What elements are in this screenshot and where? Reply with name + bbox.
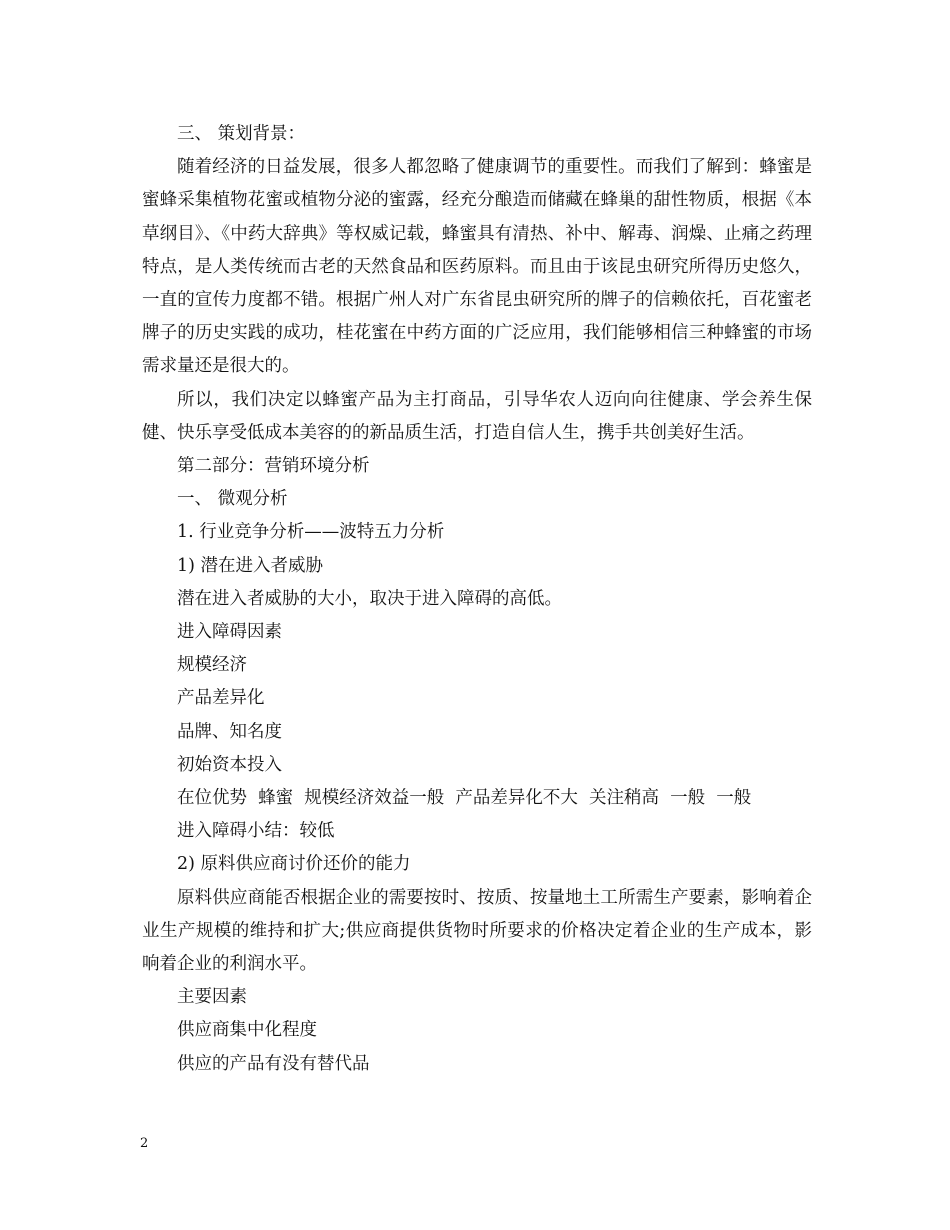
- paragraph-supplier-bargaining: 原料供应商能否根据企业的需要按时、按质、按量地土工所需生产要素，影响着企业生产规模的维持和扩大;供应商提供货物时所要求的价格决定着企业的生产成本，影响着企业的利润水平。: [142, 887, 812, 975]
- list-item: 进入障碍小结：较低: [177, 821, 335, 842]
- subsection-heading-industry-competition: 1. 行业竞争分析——波特五力分析: [177, 522, 445, 543]
- item-heading-potential-entrants: 1) 潜在进入者威胁: [177, 555, 324, 576]
- page-number: 2: [140, 1136, 149, 1151]
- paragraph-entrant-threat: 潜在进入者威胁的大小，取决于进入障碍的高低。: [177, 588, 562, 609]
- section-heading-planning-background: 三、 策划背景：: [177, 124, 306, 144]
- list-item: 供应的产品有没有替代品: [177, 1053, 370, 1074]
- list-item: 进入障碍因素: [177, 622, 282, 643]
- paragraph-background: 随着经济的日益发展，很多人都忽略了健康调节的重要性。而我们了解到：蜂蜜是蜜蜂采集植物花蜜或植物分泌的蜜露，经充分酿造而储藏在蜂巢的甜性物质，根据《本草纲目》、《中药大辞典》等权威记载，蜂蜜具有清热、补中、解毒、润燥、止痛之药理特点，是人类传统而古老的天然食品和医药原料。而且由于该昆虫研究所得历史悠久，一直的宣传力度都不错。根据广州人对广东省昆虫研究所的牌子的信赖依托，百花蜜老牌子的历史实践的成功，桂花蜜在中药方面的广泛应用，我们能够相信三种蜂蜜的市场需求量还是很大的。: [142, 157, 812, 377]
- list-item: 初始资本投入: [177, 754, 282, 775]
- list-item: 供应商集中化程度: [177, 1020, 317, 1041]
- paragraph-decision: 所以，我们决定以蜂蜜产品为主打商品，引导华农人迈向向往健康、学会养生保健、快乐享受低成本美容的的新品质生活，打造自信人生，携手共创美好生活。: [142, 389, 812, 443]
- list-item: 品牌、知名度: [177, 721, 282, 742]
- part-heading-marketing-environment: 第二部分：营销环境分析: [177, 456, 370, 477]
- item-heading-supplier-bargaining: 2) 原料供应商讨价还价的能力: [177, 854, 411, 875]
- document-body: [142, 118, 812, 1081]
- list-item: 规模经济: [177, 655, 247, 676]
- list-item: 在位优势 蜂蜜 规模经济效益一般 产品差异化不大 关注稍高 一般 一般: [177, 788, 752, 809]
- list-item: 产品差异化: [177, 688, 265, 709]
- list-item: 主要因素: [177, 987, 247, 1008]
- section-heading-micro-analysis: 一、 微观分析: [177, 489, 288, 510]
